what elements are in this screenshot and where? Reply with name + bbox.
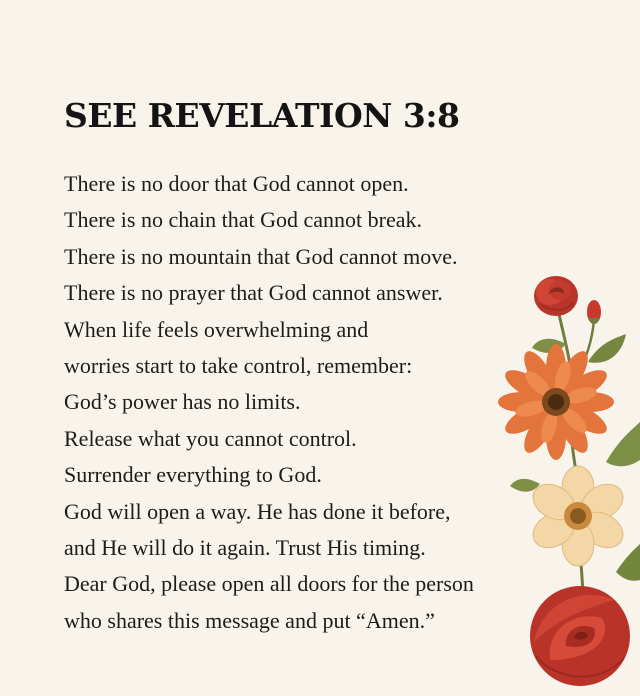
message-line-4: There is no prayer that God cannot answer. [64,280,443,306]
leaf-icon [616,544,640,581]
message-line-13: who shares this message and put “Amen.” [64,607,435,633]
small-red-rose [534,276,578,316]
message-line-9: Surrender everything to God. [64,462,322,488]
message-line-10: God will open a way. He has done it before, [64,498,451,524]
message-line-8: Release what you cannot control. [64,425,357,451]
message-line-6: worries start to take control, remember: [64,353,413,379]
large-red-rose [530,586,630,686]
page-title: SEE REVELATION 3:8 [64,96,460,135]
message-line-1: There is no door that God cannot open. [64,171,409,196]
leaf-icon [606,422,640,466]
leaf-icon [588,334,626,363]
message-line-7: God’s power has no limits. [64,389,301,415]
flower-illustration [496,262,640,696]
cream-flower [527,466,630,566]
message-line-12: Dear God, please open all doors for the person [64,571,474,597]
message-line-11: and He will do it again. Trust His timing. [64,535,426,561]
flower-bud [587,300,601,324]
message-line-2: There is no chain that God cannot break. [64,207,422,233]
message-line-3: There is no mountain that God cannot move. [64,243,458,269]
message-lines [64,166,474,639]
message-line-5: When life feels overwhelming and [64,316,369,342]
